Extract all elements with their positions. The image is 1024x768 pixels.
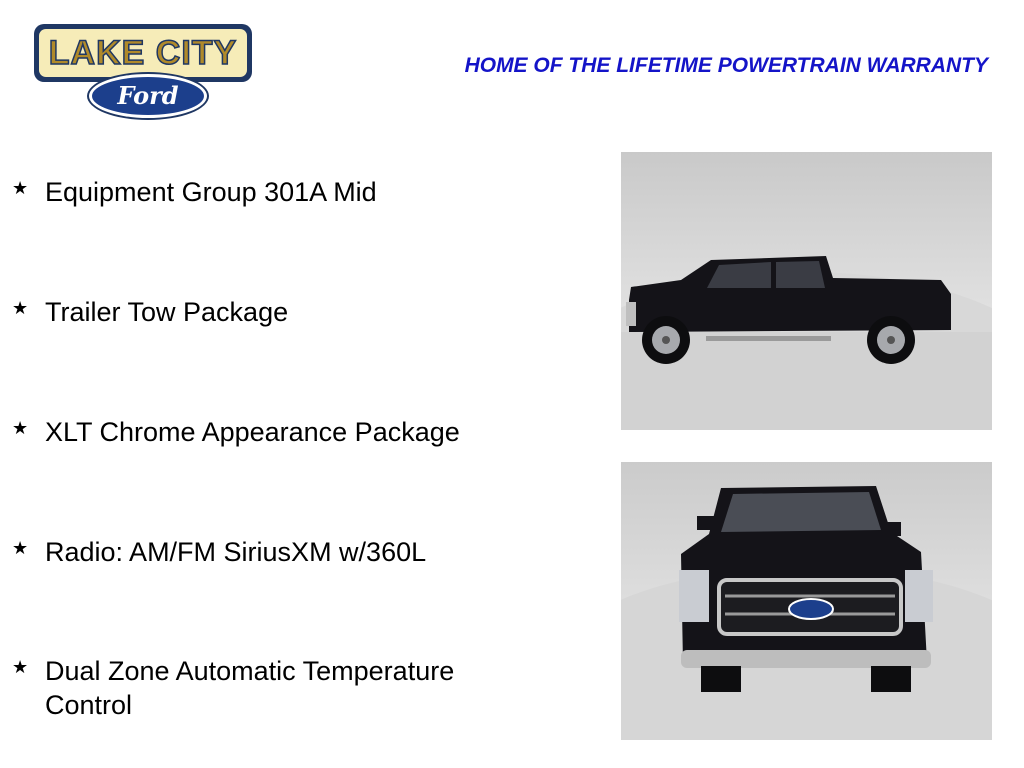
star-icon: ★ — [12, 538, 29, 558]
star-icon: ★ — [12, 178, 29, 198]
list-item — [12, 175, 572, 209]
dealer-logo — [34, 24, 256, 116]
star-icon: ★ — [12, 298, 29, 318]
truck-front-photo — [621, 462, 992, 740]
tagline: HOME OF THE LIFETIME POWERTRAIN WARRANTY — [464, 54, 988, 77]
list-item — [12, 295, 572, 329]
ford-script-text: Ford — [117, 81, 179, 110]
feature-label: XLT Chrome Appearance Package — [45, 417, 460, 447]
logo-text: LAKE CITY — [48, 34, 238, 72]
feature-label: Trailer Tow Package — [45, 297, 289, 327]
feature-label: Radio: AM/FM SiriusXM w/360L — [45, 537, 427, 567]
truck-side-photo — [621, 152, 992, 430]
feature-label: Equipment Group 301A Mid — [45, 177, 377, 207]
feature-label: Dual Zone Automatic Temperature Control — [45, 656, 455, 720]
list-item — [12, 654, 572, 722]
star-icon: ★ — [12, 657, 29, 677]
list-item — [12, 535, 572, 569]
star-icon: ★ — [12, 418, 29, 438]
list-item — [12, 415, 572, 449]
ford-oval-logo — [89, 74, 207, 118]
